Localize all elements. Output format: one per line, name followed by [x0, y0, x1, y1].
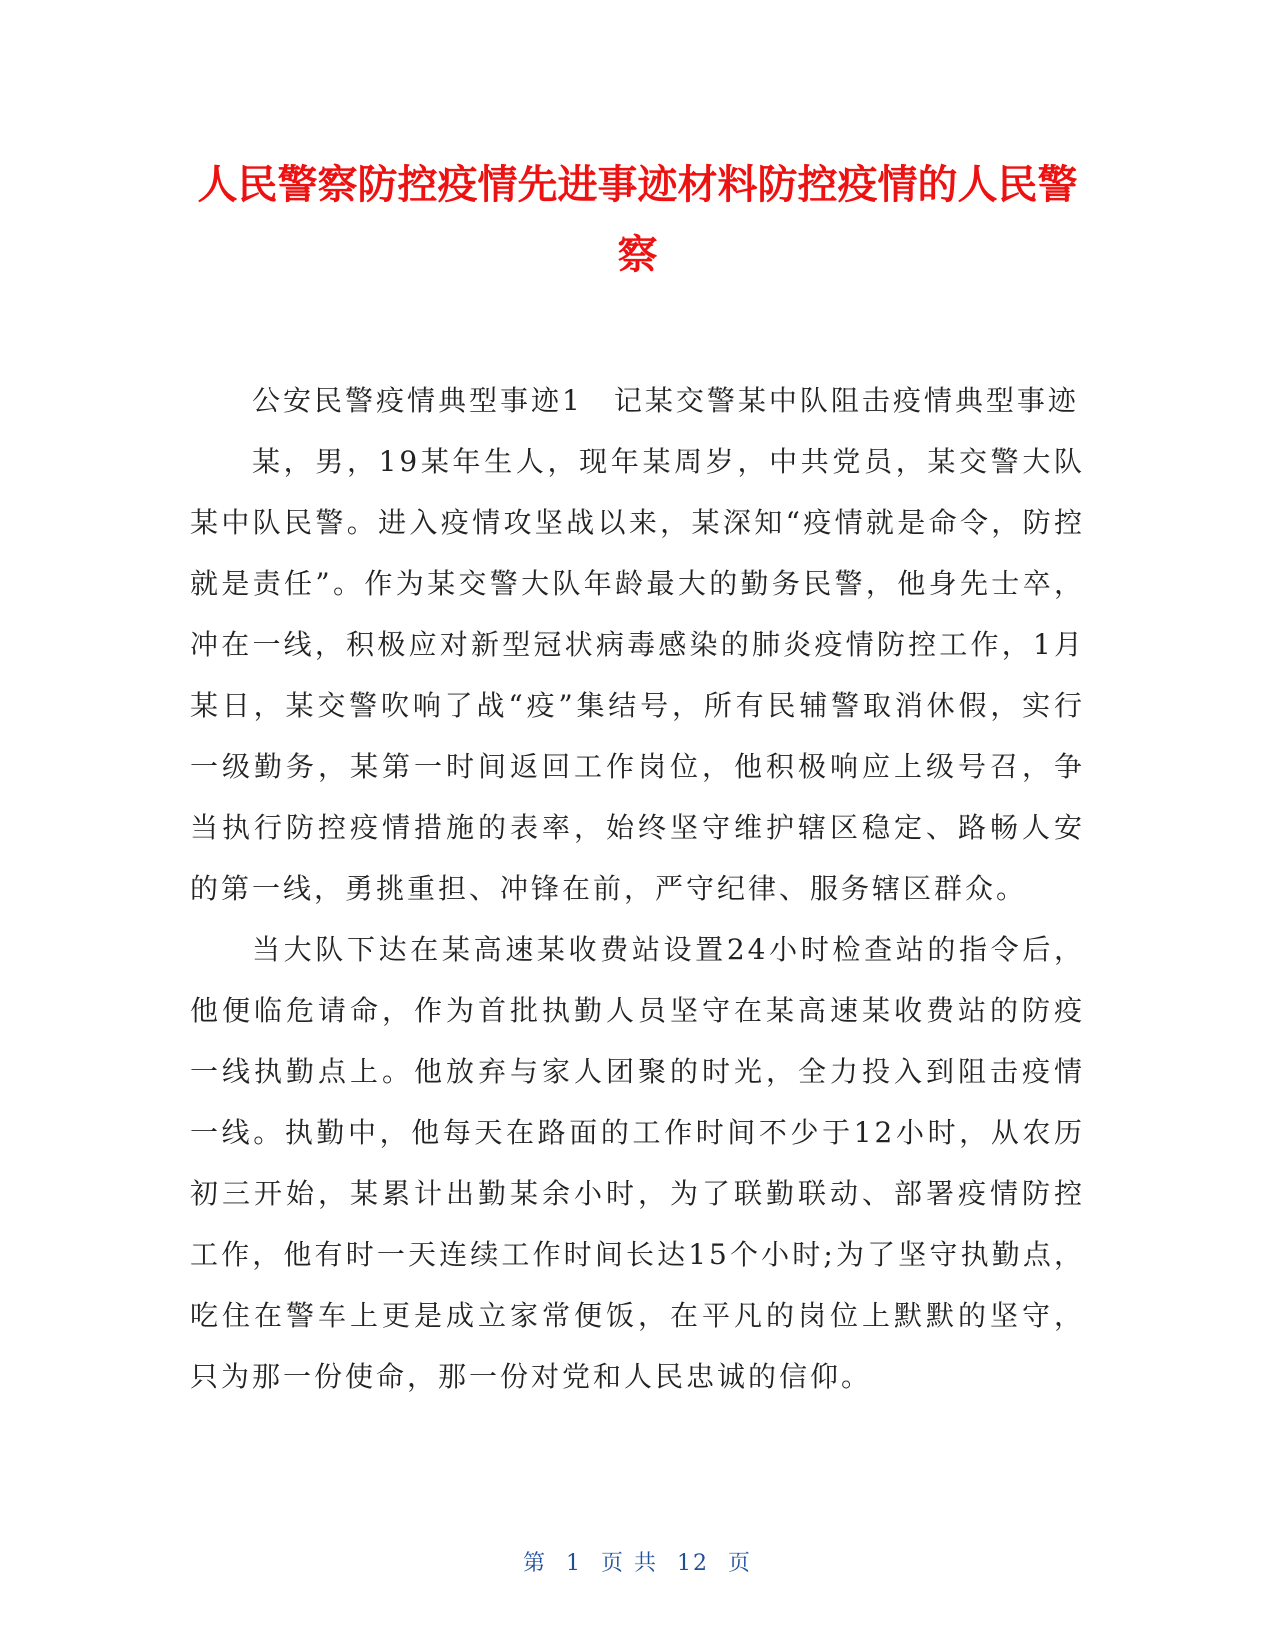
- document-title: 人民警察防控疫情先进事迹材料防控疫情的人民警察: [197, 162, 1078, 278]
- page-footer: [0, 1546, 1275, 1577]
- footer-suffix: 页: [728, 1551, 753, 1576]
- current-page-number: 1: [566, 1551, 582, 1576]
- footer-prefix: 第: [522, 1551, 547, 1576]
- paragraph: 当大队下达在某高速某收费站设置24小时检查站的指令后，他便临危请命，作为首批执勤人员坚守在某高速某收费站的防疫一线执勤点上。他放弃与家人团聚的时光，全力投入到阻击疫情一线。执勤中，他每天在路面的工作时间不少于12小时，从农历初三开始，某累计出勤某余小时，为了联勤联动、部署疫情防控工作，他有时一天连续工作时间长达15个小时;为了坚守执勤点，吃住在警车上更是成立家常便饭，在平凡的岗位上默默的坚守，只为那一份使命，那一份对党和人民忠诚的信仰。: [190, 933, 1085, 1393]
- total-page-count: 12: [677, 1551, 709, 1576]
- paragraph-heading: 公安民警疫情典型事迹1 记某交警某中队阻击疫情典型事迹: [252, 384, 1079, 417]
- footer-middle: 页 共: [601, 1551, 658, 1576]
- document-body: [190, 370, 1085, 1407]
- paragraph: 某，男，19某年生人，现年某周岁，中共党员，某交警大队某中队民警。进入疫情攻坚战以来，某深知“疫情就是命令，防控就是责任”。作为某交警大队年龄最大的勤务民警，他身先士卒，冲在一线，积极应对新型冠状病毒感染的肺炎疫情防控工作，1月某日，某交警吹响了战“疫”集结号，所有民辅警取消休假，实行一级勤务，某第一时间返回工作岗位，他积极响应上级号召，争当执行防控疫情措施的表率，始终坚守维护辖区稳定、路畅人安的第一线，勇挑重担、冲锋在前，严守纪律、服务辖区群众。: [190, 445, 1085, 905]
